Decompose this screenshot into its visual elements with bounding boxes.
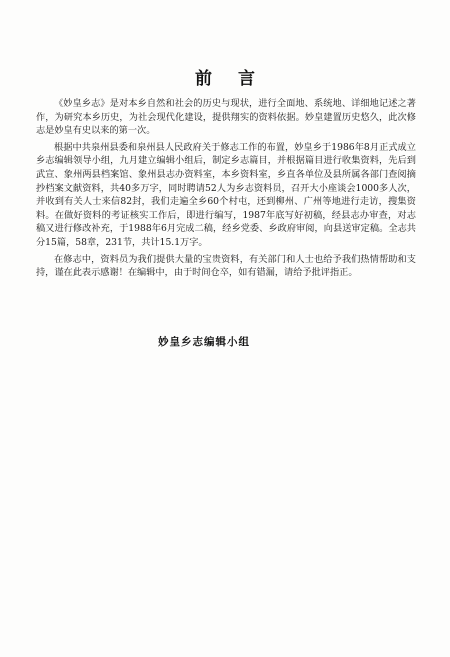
paragraph-thanks: 在修志中，资料员为我们提供大量的宝贵资料，有关部门和人士也给予我们热情帮助和支持，谨在此表示感谢！在编辑中，由于时间仓卒，如有错漏，请给予批评指正。 bbox=[36, 253, 416, 279]
paragraph-intro: 《妙皇乡志》是对本乡自然和社会的历史与现状，进行全面地、系统地、详细地记述之著作，为研究本乡历史，为社会现代化建设，提供翔实的资料依据。妙皇建置历史悠久，此次修志是妙皇有史以来的第一次。 bbox=[36, 98, 416, 137]
paragraph-process: 根据中共泉州县委和泉州县人民政府关于修志工作的布置，妙皇乡于1986年8月正式成立乡志编辑领导小组，九月建立编辑小组后，制定乡志篇目，并根据篇目进行收集资料，先后到武宣、象州两县档案馆、象州县志办资料室，本乡资料室，乡直各单位及县所属各部门查阅摘抄档案文献资料，共40多万字，同时聘请52人为乡志资料员，召开大小座谈会1000多人次，并收到有关人士来信82封，我们走遍全乡60个村屯，还到柳州、广州等地进行走访，搜集资料。在做好资料的考证核实工作后，即进行编写，1987年底写好初稿，经县志办审查，对志稿又进行修改补充，于1988年6月完成二稿，经乡党委、乡政府审阅，向县送审定稿。全志共分15篇，58章，231节，共计15.1万字。 bbox=[36, 141, 416, 248]
preface-body bbox=[36, 97, 416, 283]
page-title: 前言 bbox=[195, 69, 281, 89]
signature: 妙皇乡志编辑小组 bbox=[158, 336, 250, 348]
